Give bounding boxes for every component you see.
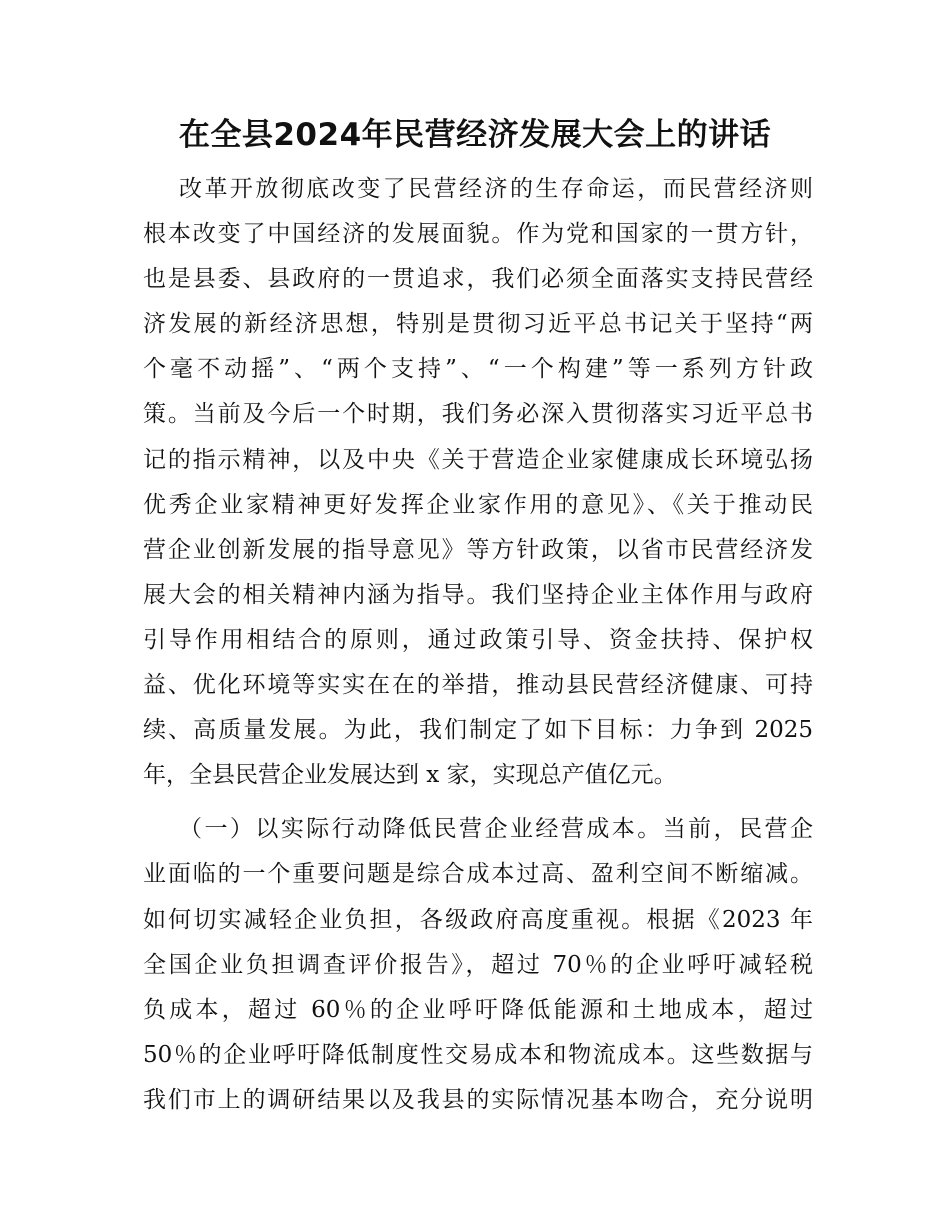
text-line: 策。当前及今后一个时期，我们务必深入贯彻落实习近平总书 bbox=[143, 401, 813, 428]
paragraph-intro bbox=[143, 167, 813, 798]
text-line: 个毫不动摇”、“两个支持”、“一个构建”等一系列方针政 bbox=[143, 356, 813, 383]
text-line: 展大会的相关精神内涵为指导。我们坚持企业主体作用与政府 bbox=[143, 581, 813, 608]
text-line: 50％的企业呼吁降低制度性交易成本和物流成本。这些数据与 bbox=[143, 1041, 813, 1068]
text-line: 全国企业负担调查评价报告》，超过 70％的企业呼吁减轻税 bbox=[143, 951, 813, 978]
text-line: 改革开放彻底改变了民营经济的生存命运，而民营经济则 bbox=[179, 176, 813, 202]
text-line: 益、优化环境等实实在在的举措，推动县民营经济健康、可持 bbox=[143, 672, 813, 699]
text-line: （一）以实际行动降低民营企业经营成本。当前，民营企 bbox=[179, 816, 813, 843]
text-line: 如何切实减轻企业负担，各级政府高度重视。根据《2023 年 bbox=[143, 906, 813, 933]
text-line: 年，全县民营企业发展达到 x 家，实现总产值亿元。 bbox=[143, 762, 677, 789]
paragraph-section-1 bbox=[143, 807, 813, 1123]
page-title: 在全县2024年民营经济发展大会上的讲话 bbox=[178, 117, 772, 153]
text-line: 济发展的新经济思想，特别是贯彻习近平总书记关于坚持“两 bbox=[143, 311, 813, 338]
text-line: 业面临的一个重要问题是综合成本过高、盈利空间不断缩减。 bbox=[143, 861, 813, 888]
text-line: 我们市上的调研结果以及我县的实际情况基本吻合，充分说明 bbox=[143, 1086, 813, 1113]
text-line: 也是县委、县政府的一贯追求，我们必须全面落实支持民营经 bbox=[143, 266, 813, 293]
text-line: 优秀企业家精神更好发挥企业家作用的意见》、《关于推动民 bbox=[143, 491, 813, 518]
text-line: 根本改变了中国经济的发展面貌。作为党和国家的一贯方针， bbox=[143, 221, 813, 248]
text-line: 负成本，超过 60％的企业呼吁降低能源和土地成本，超过 bbox=[143, 996, 813, 1023]
text-line: 记的指示精神，以及中央《关于营造企业家健康成长环境弘扬 bbox=[143, 446, 813, 473]
text-line: 营企业创新发展的指导意见》等方针政策，以省市民营经济发 bbox=[143, 536, 813, 563]
document-body bbox=[143, 167, 813, 1123]
text-line: 续、高质量发展。为此，我们制定了如下目标：力争到 2025 bbox=[143, 717, 813, 744]
text-line: 引导作用相结合的原则，通过政策引导、资金扶持、保护权 bbox=[143, 626, 813, 653]
